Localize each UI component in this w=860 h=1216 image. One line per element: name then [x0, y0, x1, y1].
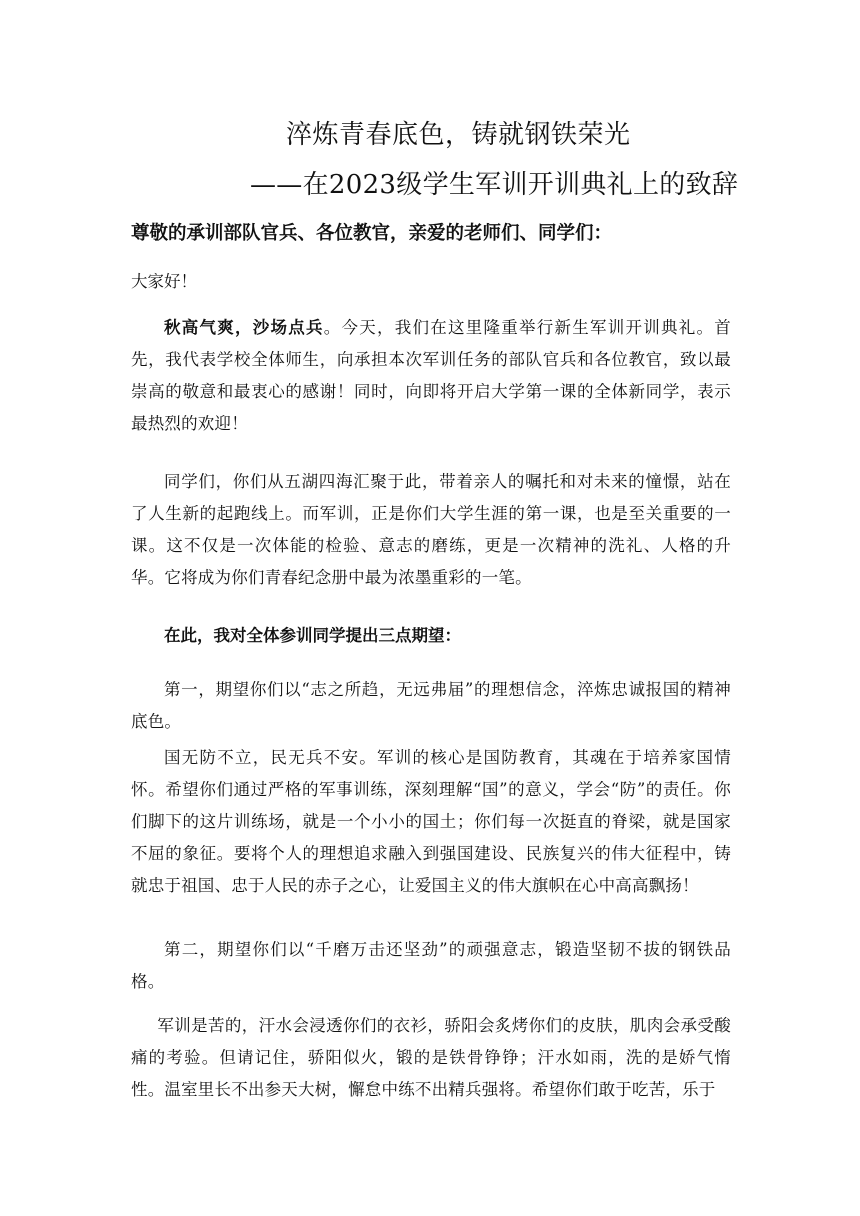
paragraph-opening	[131, 312, 731, 440]
paragraph-students: 同学们，你们从五湖四海汇聚于此，带着亲人的嘱托和对未来的憧憬，站在了人生新的起跑线上。而军训，正是你们大学生涯的第一课，也是至关重要的一课。这不仅是一次体能的检验、意志的磨练，更是一次精神的洗礼、人格的升华。它将成为你们青春纪念册中最为浓墨重彩的一笔。	[131, 472, 731, 587]
paragraph-national-defense: 国无防不立，民无兵不安。军训的核心是国防教育，其魂在于培养家国情怀。希望你们通过严格的军事训练，深刻理解“国”的意义，学会“防”的责任。你们脚下的这片训练场，就是一个小小的国土；你们每一次挺直的脊梁，就是国家不屈的象征。要将个人的理想追求融入到强国建设、民族复兴的伟大征程中，铸就忠于祖国、忠于人民的赤子之心，让爱国主义的伟大旗帜在心中高高飘扬！	[131, 748, 731, 895]
paragraph-hardship: 军训是苦的，汗水会浸透你们的衣衫，骄阳会炙烤你们的皮肤，肌肉会承受酸痛的考验。但请记住，骄阳似火，锻的是铁骨铮铮；汗水如雨，洗的是娇气惰性。温室里长不出参天大树，懈怠中练不出精兵强将。希望你们敢于吃苦，乐于	[131, 1016, 731, 1099]
paragraph-opening-body: 。今天，我们在这里隆重举行新生军训开训典礼。首先，我代表学校全体师生，向承担本次军训任务的部队官兵和各位教官，致以最崇高的敬意和最衷心的感谢！同时，向即将开启大学第一课的全体新同学，表示最热烈的欢迎！	[131, 318, 731, 433]
paragraph-opening-lead: 秋高气爽，沙场点兵	[164, 318, 324, 337]
salutation: 尊敬的承训部队官兵、各位教官，亲爱的老师们、同学们：	[131, 223, 613, 244]
paragraph-expectation-second: 第二，期望你们以“千磨万击还坚劲”的顽强意志，锻造坚韧不拔的钢铁品格。	[131, 940, 731, 991]
document-subtitle: ——在2023级学生军训开训典礼上的致辞	[250, 170, 739, 200]
document-title: 淬炼青春底色，铸就钢铁荣光	[286, 120, 631, 150]
greeting: 大家好！	[131, 272, 197, 291]
paragraph-expectation-first: 第一，期望你们以“志之所趋，无远弗届”的理想信念，淬炼忠诚报国的精神底色。	[131, 680, 731, 731]
paragraph-expectations-intro: 在此，我对全体参训同学提出三点期望：	[164, 626, 461, 645]
